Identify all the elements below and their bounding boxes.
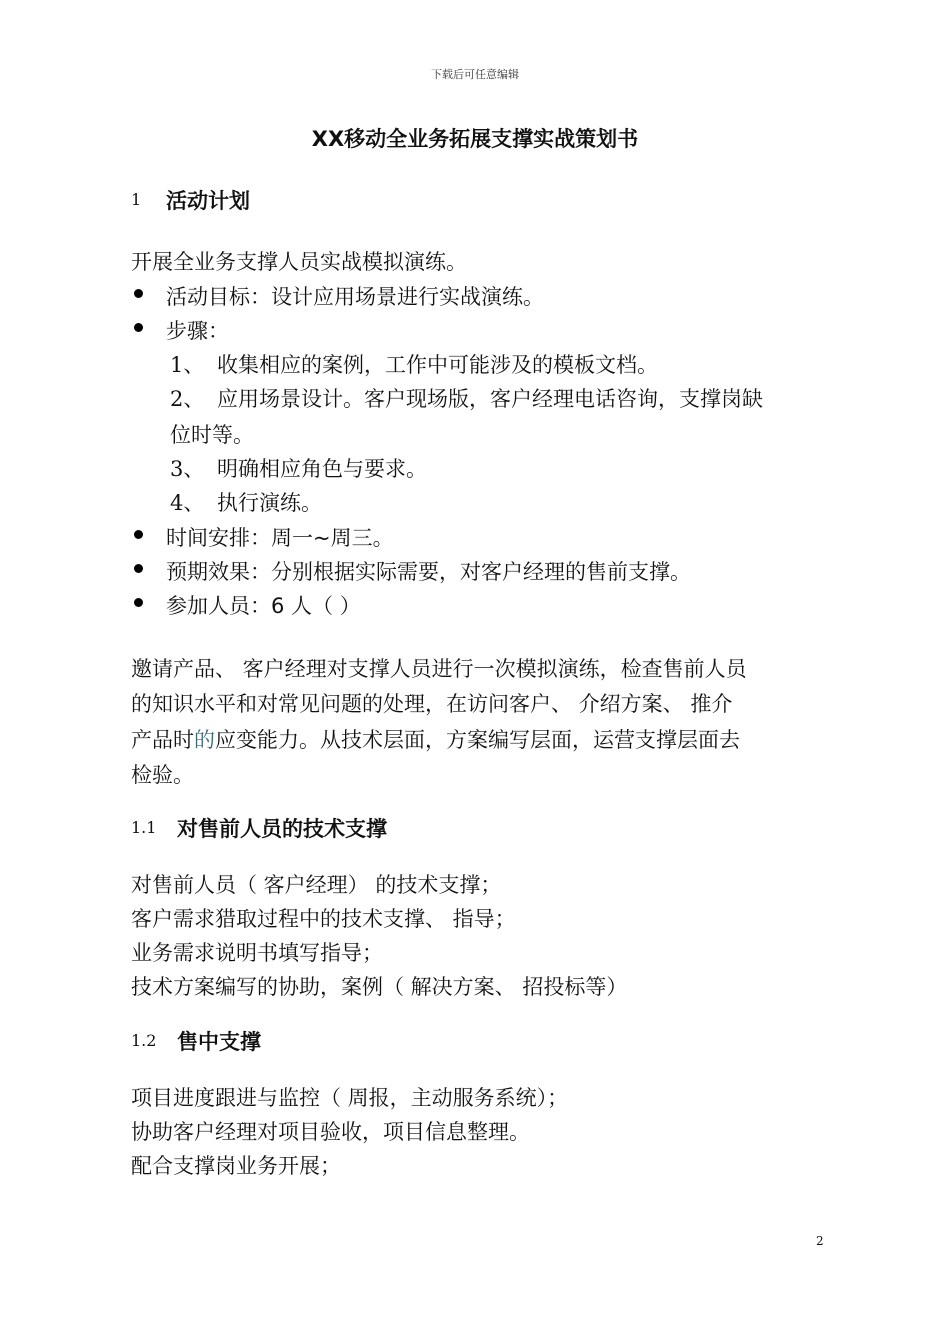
- paragraph-line-3-part-a: 产品时: [131, 728, 194, 752]
- bullet-dot: [134, 323, 143, 332]
- section-1-2-number: 1.2: [131, 1031, 157, 1050]
- bullet-participants: 参加人员：6 人（ ）: [166, 594, 361, 618]
- step-4-number: 4、: [170, 491, 205, 515]
- step-2-text: 应用场景设计。客户现场版，客户经理电话咨询，支撑岗缺: [217, 387, 763, 411]
- paragraph-line-2: 的知识水平和对常见问题的处理，在访问客户、 介绍方案、 推介: [131, 692, 733, 716]
- step-4-text: 执行演练。: [217, 491, 322, 515]
- paragraph-line-3-part-b: 的: [194, 728, 215, 752]
- paragraph-line-3-part-c: 应变能力。从技术层面，方案编写层面，运营支撑层面去: [215, 728, 740, 752]
- section-1-1-line: 技术方案编写的协助，案例（ 解决方案、 招投标等）: [131, 975, 628, 999]
- section-1-2-line: 项目进度跟进与监控（ 周报，主动服务系统）；: [131, 1086, 569, 1110]
- step-3-text: 明确相应角色与要求。: [217, 457, 427, 481]
- page-number: 2: [816, 1234, 824, 1248]
- section-1-heading: 活动计划: [166, 189, 250, 213]
- section-1-1-number: 1.1: [131, 818, 157, 837]
- intro-line: 开展全业务支撑人员实战模拟演练。: [131, 250, 467, 274]
- step-1-number: 1、: [170, 353, 205, 377]
- bullet-schedule: 时间安排：周一~周三。: [166, 526, 394, 550]
- step-2-number: 2、: [170, 387, 205, 411]
- section-1-1-heading: 对售前人员的技术支撑: [177, 817, 387, 841]
- paragraph-line-4: 检验。: [131, 763, 194, 787]
- bullet-goal: 活动目标：设计应用场景进行实战演练。: [166, 285, 544, 309]
- section-1-1-line: 客户需求猎取过程中的技术支撑、 指导；: [131, 907, 516, 931]
- step-2-continuation: 位时等。: [170, 423, 254, 447]
- section-1-2-heading: 售中支撑: [177, 1030, 261, 1054]
- section-1-1-line: 业务需求说明书填写指导；: [131, 941, 383, 965]
- paragraph-line-3: [131, 724, 740, 754]
- section-1-2-line: 配合支撑岗业务开展；: [131, 1154, 341, 1178]
- bullet-steps: 步骤：: [166, 319, 229, 343]
- bullet-dot: [134, 289, 143, 298]
- step-3-number: 3、: [170, 457, 205, 481]
- header-note: 下载后可任意编辑: [431, 68, 519, 81]
- bullet-expected-effect: 预期效果：分别根据实际需要，对客户经理的售前支撑。: [166, 560, 691, 584]
- paragraph-line-1: 邀请产品、 客户经理对支撑人员进行一次模拟演练，检查售前人员: [131, 657, 747, 681]
- bullet-dot: [134, 564, 143, 573]
- section-1-2-line: 协助客户经理对项目验收，项目信息整理。: [131, 1120, 530, 1144]
- section-1-1-line: 对售前人员（ 客户经理） 的技术支撑；: [131, 873, 502, 897]
- step-1-text: 收集相应的案例，工作中可能涉及的模板文档。: [217, 353, 658, 377]
- section-1-number: 1: [131, 190, 142, 209]
- document-title: XX移动全业务拓展支撑实战策划书: [311, 127, 639, 151]
- bullet-dot: [134, 598, 143, 607]
- bullet-dot: [134, 530, 143, 539]
